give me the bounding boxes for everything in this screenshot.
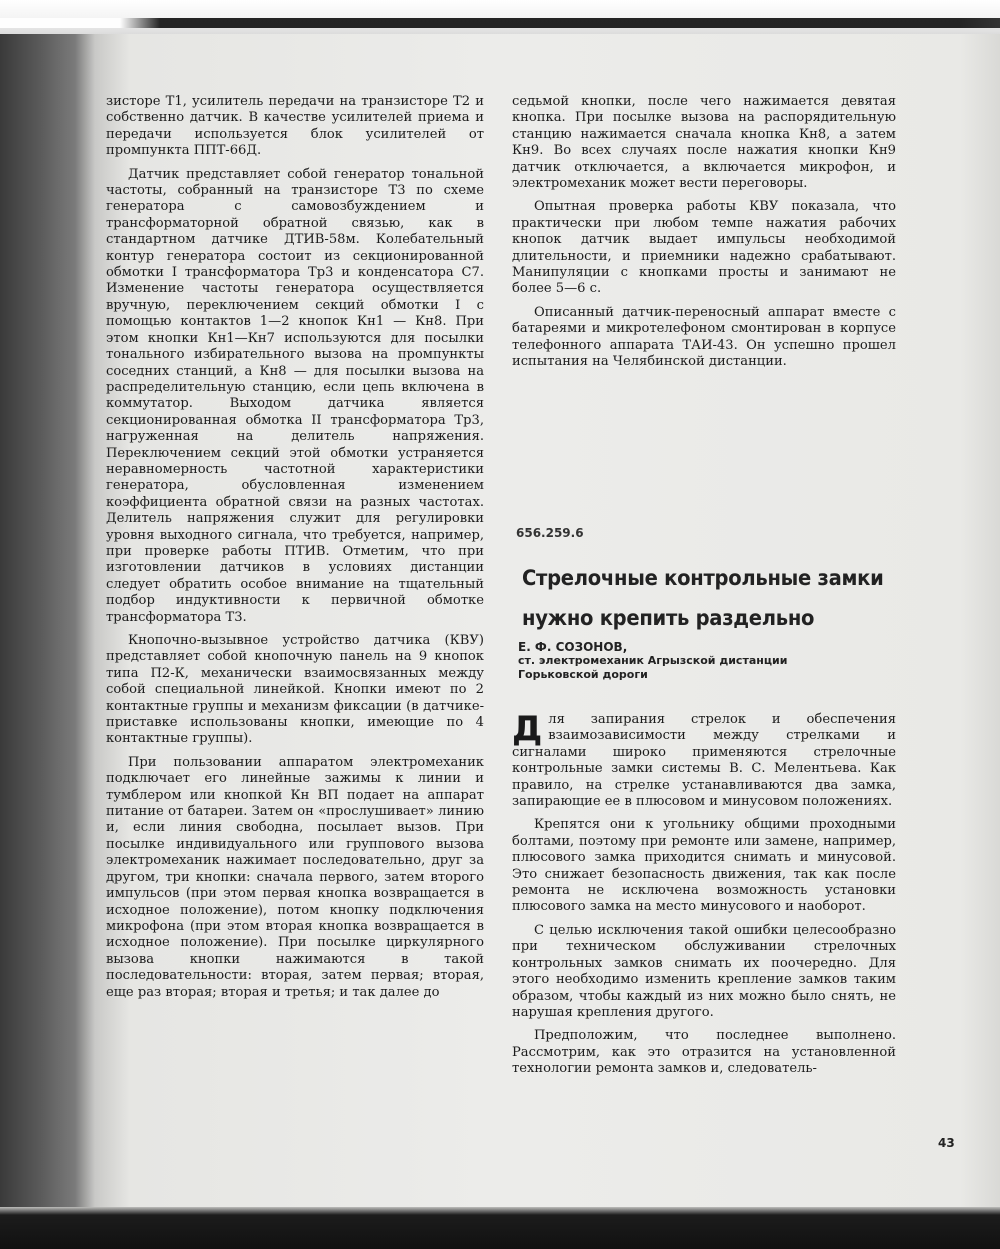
article-title-line-1: Стрелочные контрольные замки (522, 566, 884, 590)
article-paragraph-1 (512, 709, 896, 810)
left-paragraph-2: Датчик представляет собой генератор тональной частоты, собранный на транзисторе Т3 по схеме генератора с самовозбуждением и трансформаторной обратной связью, как в стандартном датчике ДТИВ-58м. Колебательный контур генератора состоит из секционированной обмотки I трансформатора Тр3 и конденсатора С7. Изменение частоты генератора осуществляется вручную, переключением секций обмотки I с помощью контактов 1—2 кнопок Кн1 — Кн8. При этом кнопки Кн1—Кн7 используются для посылки тонального избирательного вызова на промпункты соседних станций, а Кн8 — для посылки вызова на распределительную станцию, если цепь включена в коммутатор. Выходом датчика является секционированная обмотка II трансформатора Тр3, нагруженная на делитель напряжения. Переключением секций этой обмотки устраняется неравномерность частотной характеристики генератора, обусловленная изменением коэффициента обратной связи на разных частотах. Делитель напряжения служит для регулировки уровня выходного сигнала, что требуется, например, при проверке работы ПТИВ. Отметим, что при изготовлении датчиков в условиях дистанции следует обратить особое внимание на тщательный подбор индуктивности к первичной обмотке трансформатора Т3. (106, 166, 484, 625)
article-paragraph-1-text: ля запирания стрелок и обеспечения взаимозависимости между стрелками и сигналами широко применяются стрелочные контрольные замки системы В. С. Мелентьева. Как правило, на стрелке устанавливаются два замка, запирающие ее в плюсовом и минусовом положениях. (512, 712, 896, 810)
article-paragraph-2: Крепятся они к угольнику общими проходными болтами, поэтому при ремонте или замене, например, плюсового замка приходится снимать и минусовой. Это снижает безопасность движения, так как после ремонта не исключена возможность установки плюсового замка на место минусового и наоборот. (512, 817, 896, 915)
scan-bottom-edge (0, 1207, 1000, 1249)
author-position: ст. электромеханик Агрызской дистанции (518, 654, 788, 667)
left-paragraph-4: При пользовании аппаратом электромеханик подключает его линейные зажимы к линии и тумблером или кнопкой Кн ВП подает на аппарат питание от батареи. Затем он «прослушивает» линию и, если линия свободна, посылает вызов. При посылке индивидуального или группового вызова электромеханик нажимает последовательно, друг за другом, три кнопки: сначала первого, затем второго импульсов (при этом первая кнопка возвращается в исходное положение), потом кнопку подключения микрофона (при этом вторая кнопка возвращается в исходное положение). При посылке циркулярного вызова кнопки нажимаются в такой последовательности: вторая, затем первая; вторая, еще раз вторая; вторая и третья; и так далее до (106, 754, 484, 1000)
author-name: Е. Ф. СОЗОНОВ, (518, 640, 628, 654)
right-paragraph-2: Опытная проверка работы КВУ показала, что практически при любом темпе нажатия рабочих кнопок датчик выдает импульсы необходимой длительности, и приемники надежно срабатывают. Манипуляции с кнопками просты и занимают не более 5—6 с. (512, 199, 896, 297)
article-paragraph-3: С целью исключения такой ошибки целесообразно при техническом обслуживании стрелочных контрольных замков снимать их поочередно. Для этого необходимо изменить крепление замков таким образом, чтобы каждый из них можно было снять, не нарушая крепления другого. (512, 922, 896, 1020)
magazine-page (98, 28, 978, 1208)
drop-cap: Д (512, 709, 543, 749)
article-paragraph-4: Предположим, что последнее выполнено. Рассмотрим, как это отразится на установленной технологии ремонта замков и, следователь- (512, 1028, 896, 1077)
right-paragraph-1: седьмой кнопки, после чего нажимается девятая кнопка. При посылке вызова на распорядительную станцию нажимается сначала кнопка Кн8, а затем Кн9. Во всех случаях после нажатия кнопки Кн9 датчик отключается, а включается микрофон, и электромеханик может вести переговоры. (512, 94, 896, 192)
right-paragraph-3: Описанный датчик-переносный аппарат вместе с батареями и микротелефоном смонтирован в корпусе телефонного аппарата ТАИ-43. Он успешно прошел испытания на Челябинской дистанции. (512, 304, 896, 370)
author-block (518, 640, 898, 682)
page-number: 43 (938, 1136, 955, 1150)
left-paragraph-3: Кнопочно-вызывное устройство датчика (КВУ) представляет собой кнопочную панель на 9 кнопок типа П2-К, механически взаимосвязанных между собой специальной линейкой. Кнопки имеют по 2 контактные группы и механизм фиксации (в датчике-приставке использованы кнопки, имеющие по 4 контактные группы). (106, 633, 484, 747)
article-title-line-2: нужно крепить раздельно (522, 606, 815, 630)
article-title (522, 558, 894, 638)
article-body (512, 709, 896, 1085)
author-organization: Горьковской дороги (518, 668, 648, 681)
left-paragraph-1: зисторе Т1, усилитель передачи на транзисторе Т2 и собственно датчик. В качестве усилителей приема и передачи используется блок усилителей от промпункта ППТ-66Д. (106, 94, 484, 159)
udk-code: 656.259.6 (516, 526, 584, 540)
right-column-top (512, 94, 896, 378)
left-column (106, 94, 484, 1008)
